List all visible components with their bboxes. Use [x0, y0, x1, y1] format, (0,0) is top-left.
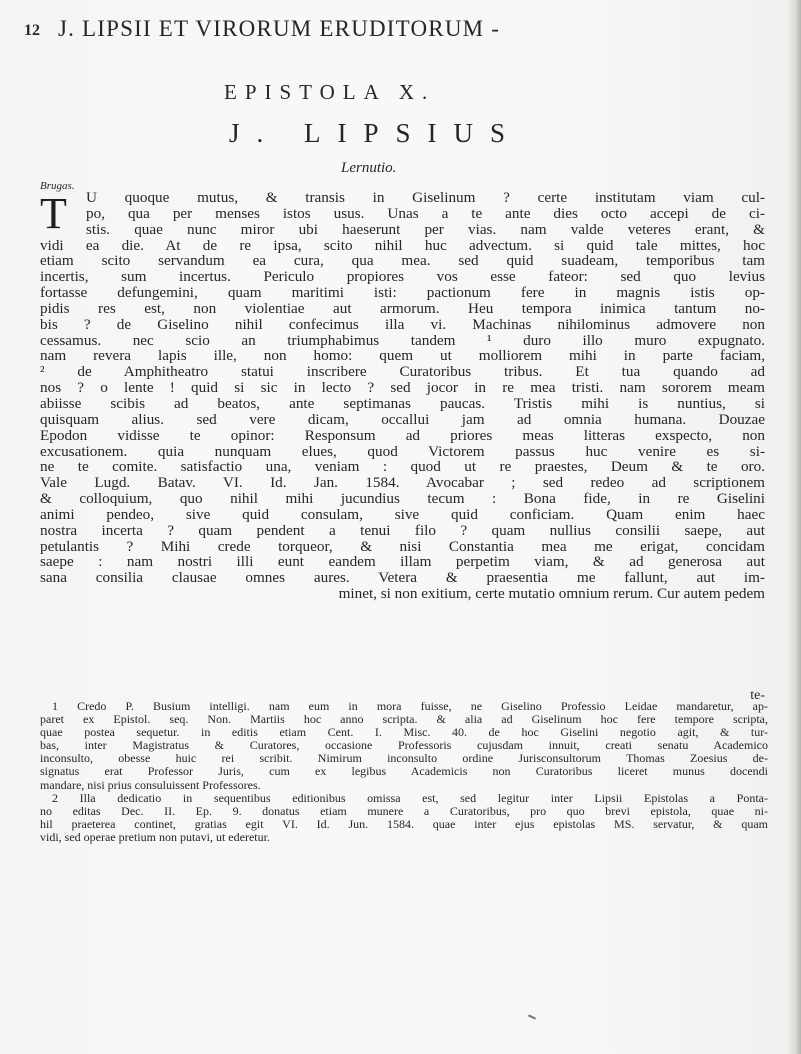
body-line: fortasse defungemini, quam maritimi isti: pactionum fere in magnis istis op- [40, 285, 765, 301]
footnote-line: 1 Credo P. Busium intelligi. nam eum in mora fuisse, ne Giselino Professio Leidae mandaretur, ap- [52, 700, 768, 713]
body-line: nostra incerta ? quam pendent a tenui filo ? quam nullius consilii saepe, aut [40, 522, 765, 539]
body-line: minet, si non exitium, certe mutatio omnium rerum. Cur autem pedem [338, 586, 765, 602]
ink-mark [528, 1014, 536, 1019]
body-line: sana consilia clausae omnes aures. Vetera & praesentia me fallunt, aut im- [40, 570, 765, 587]
footnote-line: vidi, sed operae pretium non putavi, ut ederetur. [40, 830, 270, 844]
body-line: incertis, sum incertus. Periculo propiores vos esse fateor: sed quo levius [40, 269, 765, 286]
recipient-line: Lernutio. [341, 160, 397, 176]
body-line: stis. quae nunc miror ubi haeserunt per vias. nam valde veteres erant, & [86, 221, 765, 238]
drop-cap-initial: T [40, 189, 67, 238]
epistola-heading: EPISTOLA X. [224, 80, 436, 104]
body-line: excusationem. quia nunquam elues, quod Victorem passus huc venire es si- [40, 443, 765, 460]
body-line: ne te comite. satisfactio una, veniam : quod ut re praestes, Deum & te oro. [40, 459, 765, 476]
body-line: cessamus. nec scio an triumphabimus tandem ¹ duro illo muro expugnato. [40, 332, 765, 349]
place-line: Brugas. [40, 180, 75, 192]
body-line: & colloquium, quo nihil mihi jucundius tecum : Bona fide, in re Giselini [40, 491, 765, 507]
footnote-line: no editas Dec. II. Ep. 9. donatus etiam munere a Curatoribus, pro quo brevi epistola, quae ni- [40, 804, 768, 818]
running-head [24, 10, 764, 44]
body-line: Vale Lugd. Batav. VI. Id. Jan. 1584. Avocabar ; sed redeo ad scriptionem [40, 475, 765, 492]
body-line: nos ? o lente ! quid si sic in lecto ? sed jocor in re mea tristi. nam sororem meam [40, 380, 765, 396]
body-line: pidis res est, non violentiae aut armorum. Heu tempora inimica tantum no- [40, 300, 765, 317]
body-line: vidi ea die. At de re ipsa, scito nihil huc advectum. si quid tale mittes, hoc [40, 237, 765, 254]
body-line: bis ? de Giselino nihil confecimus illa vi. Machinas nihilominus admovere non [40, 316, 765, 333]
footnote-line: signatus erat Professor Juris, cum ex legibus Academicis non Curatoribus liceret munus docendi [40, 765, 768, 779]
footnote-line: 2 Illa dedicatio in sequentibus editionibus omissa est, sed legitur inter Lipsii Epistolas a Ponta- [52, 791, 768, 805]
footnote-line: bas, inter Magistratus & Curatores, occasione Professoris cujusdam innuit, creati senatu Academico [40, 739, 768, 753]
footnote-line: paret ex Epistol. seq. Non. Martiis hoc anno scripta. & alia ad Giselinum hoc fere tempore scripta, [40, 713, 768, 727]
running-title: J. LIPSII ET VIRORUM ERUDITORUM - [58, 16, 501, 41]
footnotes [40, 700, 768, 844]
footnote-line: inconsulto, obesse huic rei scribit. Nimirum inconsulto ordine Jurisconsultorum Thomas Zoesius de- [40, 752, 768, 766]
footnote-line: hil praeterea continet, gratias egit VI. Id. Jun. 1584. quae inter ejus epistolas MS. servatur, & quam [40, 817, 768, 831]
body-line: animi pendeo, sive quid consulam, sive quid conficiam. Quam enim haec [40, 506, 765, 523]
body-line: U quoque mutus, & transis in Giselinum ? certe institutam viam cul- [86, 190, 765, 206]
body-line: saepe : nam nostri illi eunt eandem illam perpetim viam, & ad generosa aut [40, 554, 765, 571]
body-line: ² de Amphitheatro statui inscribere Curatoribus tribus. Et tua quando ad [40, 364, 765, 381]
catchword: te- [750, 688, 765, 703]
footnote-line: mandare, nisi prius consuluissent Professores. [40, 778, 261, 792]
body-line: petulantis ? Mihi crede torqueor, & nisi Constantia mea me erigat, concidam [40, 538, 765, 555]
body-line: Epodon vidisse te opinor: Responsum ad priores meas litteras exspecto, non [40, 427, 765, 444]
page-number: 12 [24, 22, 40, 39]
page-edge-shadow [787, 0, 801, 1054]
body-line: po, qua per menses istos usus. Unas a te ante dies octo accepi de ci- [86, 205, 765, 222]
letter-body [40, 190, 765, 602]
body-line: abiisse scibis ad beatos, ante septimanas paucas. Tristis mihi is nuntius, si [40, 395, 765, 412]
body-line: quisquam alius. sed vere dicam, occallui jam ad omnia humana. Douzae [40, 411, 765, 428]
footnote-line: quae postea sequetur. in editis etiam Cent. I. Misc. 40. de hoc Giselini negotio agit, & tur- [40, 726, 768, 740]
body-line: etiam scito servandum ea cura, qua mea. sed quid suadeam, temporibus tam [40, 253, 765, 270]
author-heading: J. LIPSIUS [229, 118, 523, 148]
body-line: nam revera lapis ille, non homo: quem ut molliorem mihi in parte faciam, [40, 348, 765, 365]
